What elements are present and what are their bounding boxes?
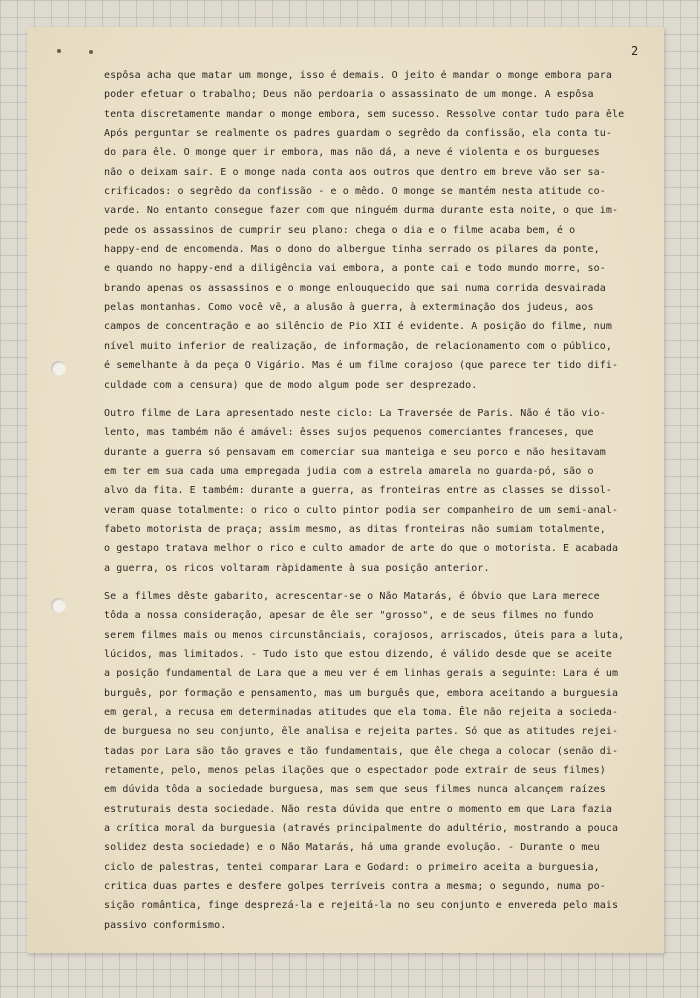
- text-line: em geral, a recusa em determinadas atitudes que ela toma. Êle não rejeita a socieda-: [104, 707, 619, 718]
- text-line: culdade com a censura) que de modo algum pode ser desprezado.: [104, 379, 478, 391]
- text-line: Outro filme de Lara apresentado neste ciclo: La Traversée de Paris. Não é tão vio-: [104, 407, 606, 419]
- text-line: ciclo de palestras, tentei comparar Lara e Godard: o primeiro aceita a burguesia,: [104, 861, 600, 873]
- text-line: lúcidos, mas limitados. - Tudo isto que estou dizendo, é válido desde que se aceite: [104, 648, 613, 660]
- text-line: a posição fundamental de Lara que a meu ver é em linhas gerais a seguinte: Lara é um: [104, 668, 619, 680]
- text-line: durante a guerra só pensavam em comerciar sua manteiga e seu porco e não hesitavam: [104, 446, 606, 458]
- text-line: é semelhante à da peça O Vigário. Mas é um filme corajoso (que parece ter tido difi-: [104, 360, 619, 372]
- text-line: tôda a nossa consideração, apesar de êle ser "grosso", e de seus filmes no fundo: [104, 610, 594, 622]
- text-line: poder efetuar o trabalho; Deus não perdoaria o assassinato de um monge. A espôsa: [104, 89, 594, 101]
- text-line: veram quase totalmente: o rico o culto pintor podia ser companheiro de um semi-anal-: [104, 504, 619, 516]
- text-line: não o deixam sair. E o monge nada conta aos outros que dentro em breve vão ser sa-: [104, 166, 606, 178]
- text-line: Após perguntar se realmente os padres guardam o segrêdo da confissão, ela conta tu-: [104, 128, 613, 140]
- text-line: burguês, por formação e pensamento, mas um burguês que, embora aceitando a burguesia: [104, 687, 619, 699]
- text-line: nível muito inferior de realização, de informação, de relacionamento com o público,: [104, 340, 613, 352]
- text-line: varde. No entanto consegue fazer com que ninguém durma durante esta noite, o que im-: [104, 205, 619, 217]
- text-line: alvo da fita. E também: durante a guerra, as fronteiras entre as classes se dissol-: [104, 485, 613, 497]
- text-line: pede os assassinos de cumprir seu plano: chega o dia e o filme acaba bem, é o: [104, 224, 576, 236]
- text-line: a guerra, os ricos voltaram ràpidamente à sua posição anterior.: [104, 562, 490, 574]
- text-line: estruturais desta sociedade. Não resta dúvida que entre o momento em que Lara fazia: [104, 803, 613, 815]
- text-line: a crítica moral da burguesia (através principalmente do adultério, mostrando a pouca: [104, 823, 619, 835]
- text-line: espôsa acha que matar um monge, isso é demais. O jeito é mandar o monge embora para: [104, 70, 613, 81]
- text-line: tenta discretamente mandar o monge embora, sem sucesso. Ressolve contar tudo para êle: [104, 108, 625, 120]
- paragraph: [104, 66, 634, 395]
- text-line: em dúvida tôda a sociedade burguesa, mas sem que seus filmes nunca alcançem raízes: [104, 784, 606, 796]
- paragraph: [104, 404, 634, 578]
- ink-dot: [89, 50, 93, 54]
- text-line: lento, mas também não é amável: êsses sujos pequenos comerciantes franceses, que: [104, 427, 594, 439]
- text-line: happy-end de encomenda. Mas o dono do albergue tinha serrado os pilares da ponte,: [104, 244, 600, 256]
- paragraph: [104, 587, 634, 935]
- text-line: tadas por Lara são tão graves e tão fundamentais, que êle chega a colocar (senão di-: [104, 745, 619, 757]
- text-line: passivo conformismo.: [104, 919, 227, 931]
- text-line: e quando no happy-end a diligência vai embora, a ponte cai e todo mundo morre, so-: [104, 263, 606, 275]
- text-line: Se a filmes dêste gabarito, acrescentar-se o Não Matarás, é óbvio que Lara merece: [104, 590, 600, 602]
- text-line: critica duas partes e desfere golpes terríveis contra a mesma; o segundo, numa po-: [104, 881, 606, 893]
- text-line: solidez desta sociedade) e o Não Matarás, há uma grande evolução. - Durante o meu: [104, 842, 600, 854]
- text-line: do para êle. O monge quer ir embora, mas não dá, a neve é violenta e os burgueses: [104, 147, 600, 159]
- body-text: [104, 66, 634, 935]
- text-line: de burguesa no seu conjunto, êle analisa e rejeita partes. Só que as atitudes rejei-: [104, 726, 619, 738]
- text-line: o gestapo tratava melhor o rico e culto amador de arte do que o motorista. E acabada: [104, 543, 619, 555]
- punch-hole: [51, 361, 66, 376]
- text-line: brando apenas os assassinos e o monge enlouquecido que sai numa corrida desvairada: [104, 282, 606, 294]
- text-line: em ter em sua cada uma empregada judia com a estrela amarela no guarda-pó, são o: [104, 465, 594, 477]
- text-line: sição romântica, finge desprezá-la e rejeitá-la no seu conjunto e envereda pelo mais: [104, 900, 619, 912]
- text-line: campos de concentração e ao silêncio de Pio XII é evidente. A posição do filme, num: [104, 321, 613, 333]
- ink-dot: [57, 49, 61, 53]
- text-line: crificados: o segrêdo da confissão - e o mêdo. O monge se mantém nesta atitude co-: [104, 186, 606, 198]
- text-line: pelas montanhas. Como você vê, a alusão à guerra, à exterminação dos judeus, aos: [104, 302, 594, 314]
- punch-hole: [51, 598, 66, 613]
- page-number: 2: [631, 44, 639, 58]
- text-line: fabeto motorista de praça; assim mesmo, as ditas fronteiras não sumiam totalmente,: [104, 523, 606, 535]
- text-line: serem filmes mais ou menos circunstânciais, corajosos, arriscados, úteis para a luta,: [104, 629, 625, 641]
- text-line: retamente, pelo, menos pelas ilações que o espectador pode extrair de seus filmes): [104, 765, 606, 777]
